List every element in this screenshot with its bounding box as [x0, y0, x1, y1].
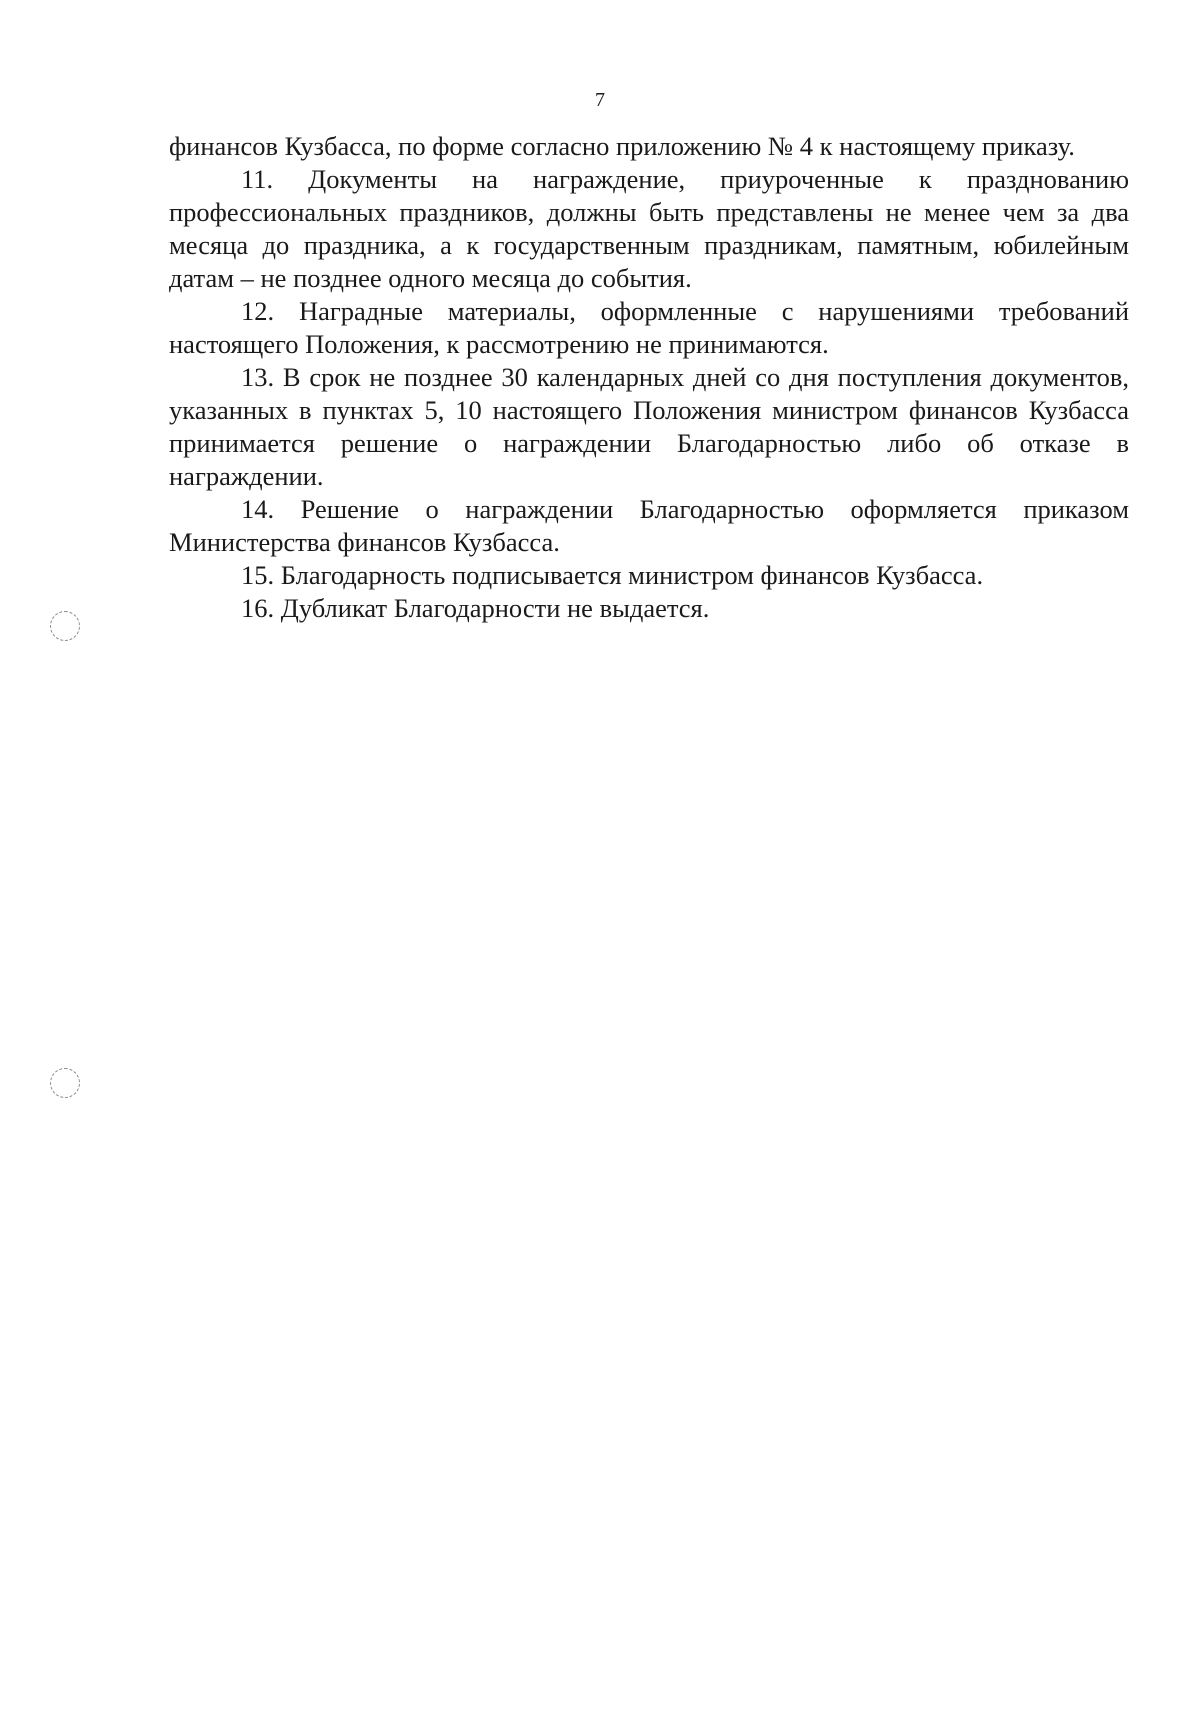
paragraph-15: 15. Благодарность подписывается министром финансов Кузбасса.	[241, 560, 984, 590]
paragraph-11: 11. Документы на награждение, приуроченные к празднованию профессиональных праздников, должны быть представлены не менее чем за два месяца до праздника, а к государственным праздникам, памятным, юбилейным датам – не позднее одного месяца до события.	[169, 164, 1129, 293]
paragraph-14: 14. Решение о награждении Благодарностью оформляется приказом Министерства финансов Кузбасса.	[169, 494, 1129, 557]
punch-hole-mark-top	[50, 611, 80, 641]
paragraph-13: 13. В срок не позднее 30 календарных дней со дня поступления документов, указанных в пунктах 5, 10 настоящего Положения министром финансов Кузбасса принимается решение о награждении Благодарностью либо об отказе в награждении.	[169, 362, 1129, 491]
page-number: 7	[595, 89, 605, 111]
paragraph-12: 12. Наградные материалы, оформленные с нарушениями требований настоящего Положения, к рассмотрению не принимаются.	[169, 296, 1129, 359]
punch-hole-mark-bottom	[50, 1068, 80, 1098]
paragraph-16: 16. Дубликат Благодарности не выдается.	[241, 593, 710, 623]
paragraph-continued: финансов Кузбасса, по форме согласно приложению № 4 к настоящему приказу.	[169, 131, 1075, 161]
document-body	[169, 130, 1129, 625]
